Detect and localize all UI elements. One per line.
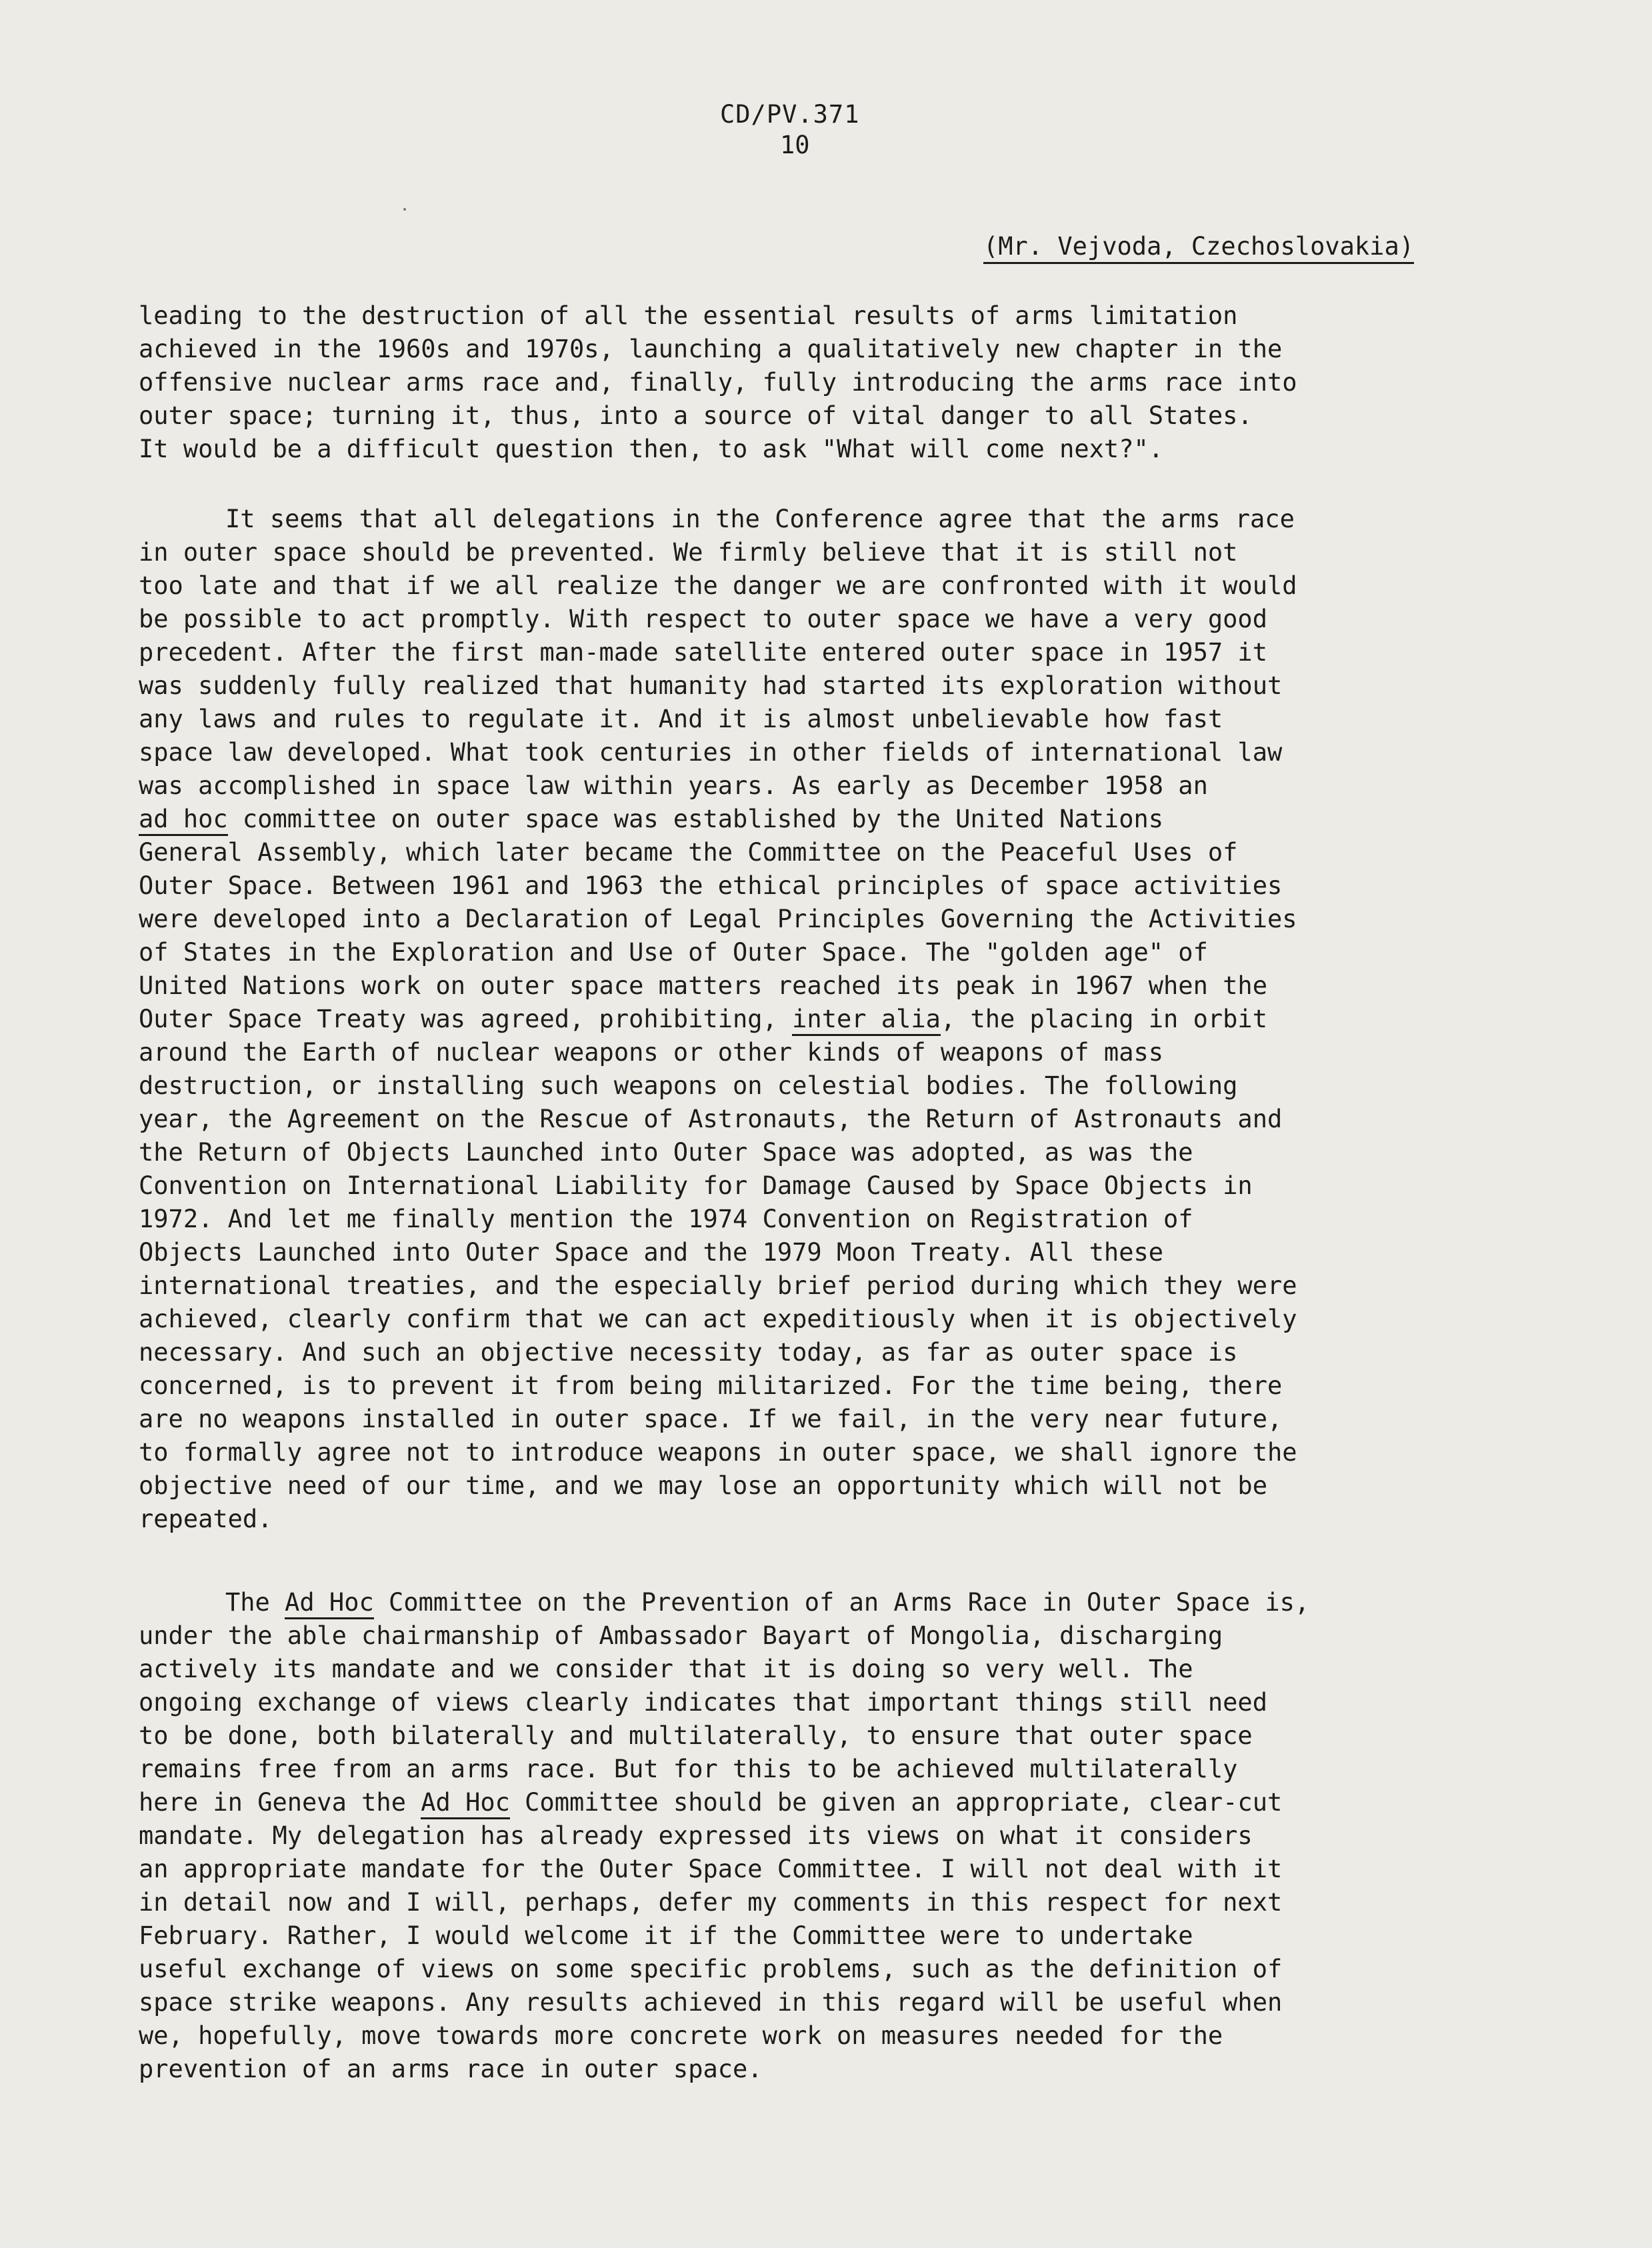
text-segment: , the placing in orbit <box>940 1005 1267 1033</box>
text-line: precedent. After the first man-made satellite entered outer space in 1957 it <box>139 638 1267 667</box>
text-line: achieved, clearly confirm that we can act expeditiously when it is objectively <box>139 1305 1297 1333</box>
text-line: It would be a difficult question then, to ask "What will come next?". <box>139 435 1164 463</box>
text-line: in detail now and I will, perhaps, defer my comments in this respect for next <box>139 1888 1283 1917</box>
underlined-term: Ad Hoc <box>421 1788 510 1819</box>
text-segment: Outer Space Treaty was agreed, prohibiting, <box>139 1005 793 1033</box>
text-line: under the able chairmanship of Ambassador Bayart of Mongolia, discharging <box>139 1621 1223 1650</box>
text-segment: here in Geneva the <box>139 1788 421 1817</box>
text-line: Objects Launched into Outer Space and the 1979 Moon Treaty. All these <box>139 1238 1164 1267</box>
text-line: actively its mandate and we consider that it is doing so very well. The <box>139 1655 1193 1683</box>
text-segment: Committee should be given an appropriate, clear-cut <box>509 1788 1283 1817</box>
text-segment: Committee on the Prevention of an Arms Race in Outer Space is, <box>373 1588 1310 1617</box>
text-line <box>225 1590 1309 1615</box>
text-line: too late and that if we all realize the danger we are confronted with it would <box>139 571 1297 600</box>
text-line: of States in the Exploration and Use of Outer Space. The "golden age" of <box>139 938 1208 967</box>
text-line: leading to the destruction of all the essential results of arms limitation <box>139 301 1238 330</box>
stray-mark <box>403 208 406 211</box>
text-line: destruction, or installing such weapons on celestial bodies. The following <box>139 1071 1238 1100</box>
text-line: objective need of our time, and we may lose an opportunity which will not be <box>139 1471 1267 1500</box>
text-line: useful exchange of views on some specific problems, such as the definition of <box>139 1955 1283 1983</box>
text-line: we, hopefully, move towards more concrete work on measures needed for the <box>139 2021 1223 2050</box>
text-line: space strike weapons. Any results achieved in this regard will be useful when <box>139 1988 1283 2017</box>
text-line: 1972. And let me finally mention the 1974 Convention on Registration of <box>139 1205 1193 1233</box>
text-line: any laws and rules to regulate it. And it is almost unbelievable how fast <box>139 705 1223 733</box>
underlined-term: Ad Hoc <box>285 1588 374 1619</box>
text-line: mandate. My delegation has already expressed its views on what it considers <box>139 1821 1253 1850</box>
text-line: outer space; turning it, thus, into a source of vital danger to all States. <box>139 401 1253 430</box>
text-line: to be done, both bilaterally and multilaterally, to ensure that outer space <box>139 1721 1253 1750</box>
text-line: ongoing exchange of views clearly indicates that important things still need <box>139 1688 1267 1717</box>
page-number: 10 <box>780 131 810 159</box>
text-line: February. Rather, I would welcome it if the Committee were to undertake <box>139 1921 1193 1950</box>
text-line: in outer space should be prevented. We firmly believe that it is still not <box>139 538 1238 567</box>
document-code: CD/PV.371 <box>720 100 860 129</box>
underlined-term: inter alia <box>792 1005 941 1036</box>
text-line: an appropriate mandate for the Outer Space Committee. I will not deal with it <box>139 1855 1283 1883</box>
speaker-heading: (Mr. Vejvoda, Czechoslovakia) <box>983 232 1414 264</box>
text-line: Convention on International Liability for Damage Caused by Space Objects in <box>139 1171 1253 1200</box>
text-segment: committee on outer space was established by the United Nations <box>227 805 1164 833</box>
text-line <box>139 1790 1282 1815</box>
text-line: was accomplished in space law within years. As early as December 1958 an <box>139 771 1208 800</box>
text-line: United Nations work on outer space matters reached its peak in 1967 when the <box>139 971 1267 1000</box>
text-line: concerned, is to prevent it from being militarized. For the time being, there <box>139 1371 1283 1400</box>
text-line: international treaties, and the especially brief period during which they were <box>139 1271 1297 1300</box>
text-line: Outer Space. Between 1961 and 1963 the ethical principles of space activities <box>139 871 1283 900</box>
text-line: around the Earth of nuclear weapons or other kinds of weapons of mass <box>139 1038 1164 1067</box>
text-line: year, the Agreement on the Rescue of Astronauts, the Return of Astronauts and <box>139 1105 1283 1133</box>
text-line: General Assembly, which later became the Committee on the Peaceful Uses of <box>139 838 1238 867</box>
text-line: remains free from an arms race. But for this to be achieved multilaterally <box>139 1755 1238 1783</box>
text-line: repeated. <box>139 1505 273 1533</box>
text-line: was suddenly fully realized that humanity had started its exploration without <box>139 671 1283 700</box>
text-line: prevention of an arms race in outer space. <box>139 2055 763 2083</box>
text-line: are no weapons installed in outer space. If we fail, in the very near future, <box>139 1405 1283 1433</box>
text-line: to formally agree not to introduce weapons in outer space, we shall ignore the <box>139 1438 1297 1467</box>
text-line <box>139 807 1163 831</box>
text-line: were developed into a Declaration of Legal Principles Governing the Activities <box>139 905 1297 933</box>
text-line: It seems that all delegations in the Conference agree that the arms race <box>225 505 1295 533</box>
text-line: the Return of Objects Launched into Outer Space was adopted, as was the <box>139 1138 1193 1167</box>
text-segment: The <box>225 1588 285 1617</box>
text-line: offensive nuclear arms race and, finally, fully introducing the arms race into <box>139 368 1297 397</box>
text-line: be possible to act promptly. With respect to outer space we have a very good <box>139 605 1267 633</box>
text-line: achieved in the 1960s and 1970s, launching a qualitatively new chapter in the <box>139 335 1283 363</box>
underlined-term: ad hoc <box>139 805 228 836</box>
text-line: necessary. And such an objective necessity today, as far as outer space is <box>139 1338 1238 1367</box>
text-line: space law developed. What took centuries in other fields of international law <box>139 738 1283 767</box>
text-line <box>139 1007 1267 1031</box>
